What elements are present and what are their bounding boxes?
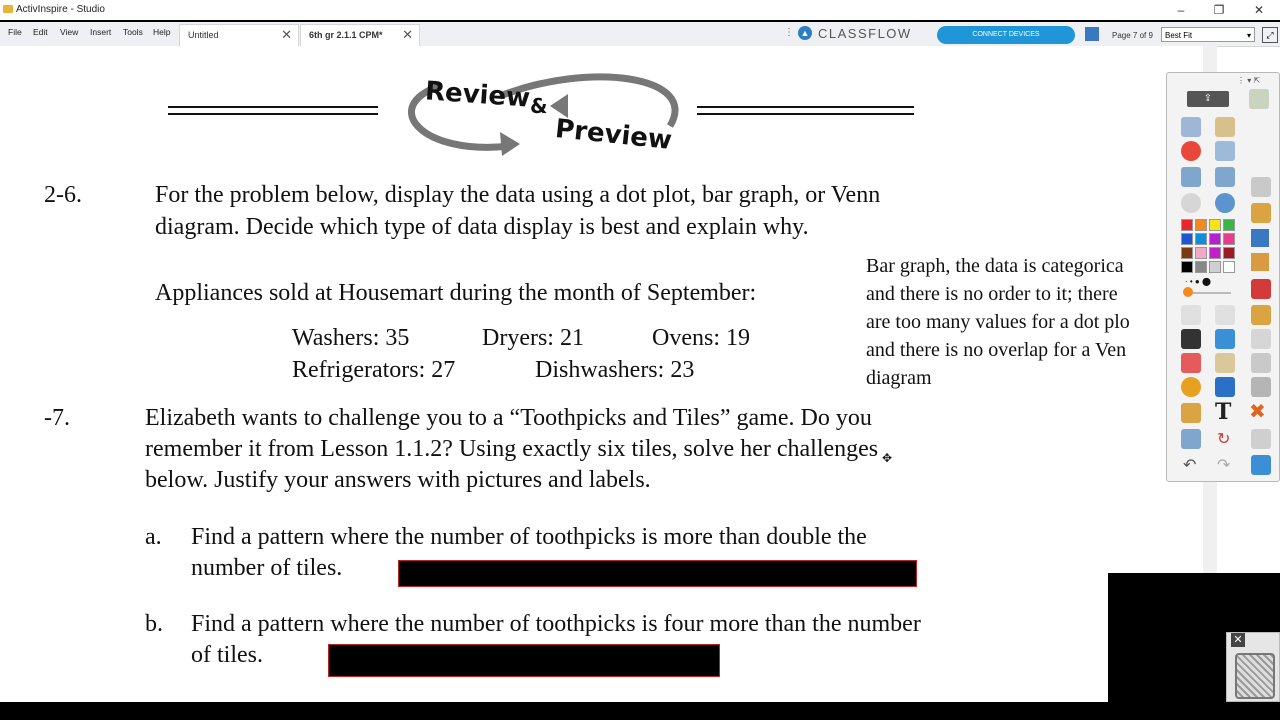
problem-text-line: below. Justify your answers with pictures and labels. <box>145 467 651 493</box>
answer-line: diagram <box>866 367 932 389</box>
clipboard-icon[interactable] <box>1251 455 1271 475</box>
answer-line: Bar graph, the data is categorica <box>866 255 1124 277</box>
camera-icon[interactable] <box>1215 141 1235 161</box>
color-swatch[interactable] <box>1223 247 1235 259</box>
color-swatch[interactable] <box>1195 219 1207 231</box>
tab-6th-gr[interactable] <box>300 24 420 47</box>
minimize-button[interactable]: – <box>1177 3 1185 17</box>
play-icon[interactable] <box>1181 193 1201 213</box>
slider-thumb[interactable] <box>1183 287 1193 297</box>
tab-untitled[interactable] <box>179 24 299 47</box>
menu-insert[interactable]: Insert <box>90 27 112 37</box>
shape-icon[interactable] <box>1181 377 1201 397</box>
close-window-button[interactable]: ✕ <box>1253 3 1265 17</box>
activinspire-app-icon <box>3 5 13 13</box>
redo-icon[interactable]: ↷ <box>1217 457 1231 474</box>
record-icon[interactable] <box>1181 141 1201 161</box>
answer-textbox[interactable] <box>866 252 1166 392</box>
part-text-line: Find a pattern where the number of toothpicks is more than double the <box>191 524 867 550</box>
text-tool-icon[interactable]: T <box>1215 399 1232 425</box>
flipchart-browser-icon[interactable] <box>1181 117 1201 137</box>
flipchart-page[interactable] <box>0 46 1203 681</box>
review-label: Review <box>424 76 532 114</box>
problem-number: -7. <box>44 405 70 431</box>
main-toolbox[interactable] <box>1166 72 1280 482</box>
answer-line: and there is no overlap for a Ven <box>866 339 1127 361</box>
reset-icon[interactable]: ↻ <box>1217 431 1231 448</box>
classflow-wordmark: CLASSFLOW <box>818 26 912 41</box>
menu-file[interactable]: File <box>8 27 22 37</box>
data-item: Dishwashers: 23 <box>535 357 695 383</box>
part-text-line: Find a pattern where the number of toothpicks is four more than the number <box>191 611 921 637</box>
notes-icon[interactable] <box>1251 305 1271 325</box>
part-text-line: number of tiles. <box>191 555 343 581</box>
annotate-icon[interactable] <box>1251 203 1271 223</box>
app-window <box>0 22 1280 702</box>
dual-user-icon[interactable] <box>1249 89 1269 109</box>
magnifier-icon[interactable] <box>1251 377 1271 397</box>
data-caption: Appliances sold at Housemart during the month of September: <box>155 280 757 306</box>
zoom-value: Best Fit <box>1165 31 1193 40</box>
header-rule-right <box>697 106 914 115</box>
menu-help[interactable]: Help <box>153 27 171 37</box>
timer-icon[interactable] <box>1181 429 1201 449</box>
connect-devices-button[interactable]: CONNECT DEVICES <box>937 26 1075 44</box>
color-swatch[interactable] <box>1181 247 1193 259</box>
answer-cover-box[interactable] <box>328 644 720 677</box>
window-title: ActivInspire - Studio <box>16 4 105 15</box>
annotate-desktop-icon[interactable] <box>1251 253 1269 271</box>
globe-icon[interactable] <box>1215 193 1235 213</box>
eraser-icon[interactable] <box>1181 353 1201 373</box>
data-item: Refrigerators: 27 <box>292 357 456 383</box>
tools-icon[interactable] <box>1215 305 1235 325</box>
tab-label: 6th gr 2.1.1 CPM* <box>309 30 383 40</box>
maximize-button[interactable]: ❐ <box>1213 3 1225 17</box>
highlighter-icon[interactable] <box>1215 329 1235 349</box>
color-swatch[interactable] <box>1209 233 1221 245</box>
fullscreen-icon[interactable]: ⤢ <box>1262 27 1278 43</box>
part-label: a. <box>145 524 162 550</box>
fill-icon[interactable] <box>1215 353 1235 373</box>
previous-page-icon[interactable] <box>1181 167 1201 187</box>
share-icon[interactable]: ⇪ <box>1187 91 1229 107</box>
color-swatch[interactable] <box>1223 233 1235 245</box>
part-text-line: of tiles. <box>191 642 263 668</box>
preview-label: Preview <box>553 113 674 157</box>
more-icon[interactable]: ⋮ <box>784 27 794 38</box>
classflow-logo-icon: ▲ <box>798 26 812 40</box>
ruler-icon[interactable] <box>1251 353 1271 373</box>
chevron-down-icon: ▾ <box>1246 31 1251 40</box>
clear-icon[interactable]: ✖ <box>1249 399 1266 423</box>
trash-icon <box>1235 653 1275 699</box>
tab-label: Untitled <box>188 30 219 40</box>
close-icon[interactable]: ✕ <box>1231 633 1245 647</box>
calculator-icon[interactable] <box>1251 429 1271 449</box>
close-tab-icon[interactable]: ✕ <box>402 27 413 42</box>
desktop-icon[interactable] <box>1251 229 1269 247</box>
answer-cover-box[interactable] <box>398 560 917 587</box>
color-swatch[interactable] <box>1195 247 1207 259</box>
title-bar <box>0 0 1280 20</box>
pages-icon[interactable] <box>1251 177 1271 197</box>
problem-text-line: Elizabeth wants to challenge you to a “Toothpicks and Tiles” game. Do you <box>145 405 872 431</box>
select-icon[interactable] <box>1181 305 1201 325</box>
pen-icon[interactable] <box>1181 329 1201 349</box>
menu-edit[interactable]: Edit <box>33 27 48 37</box>
color-swatch[interactable] <box>1181 233 1193 245</box>
pen-width-dots[interactable]: · • ● ⬤ <box>1185 277 1211 286</box>
menu-tools[interactable]: Tools <box>123 27 143 37</box>
trash-bin[interactable] <box>1226 632 1280 702</box>
ampersand-label: & <box>530 94 548 118</box>
menu-view[interactable]: View <box>60 27 79 37</box>
color-palette[interactable] <box>1181 219 1237 273</box>
color-swatch[interactable] <box>1181 261 1193 273</box>
header-rule-left <box>168 106 378 115</box>
move-cursor-icon: ✥ <box>882 451 893 465</box>
zoom-select[interactable] <box>1161 27 1255 42</box>
part-label: b. <box>145 611 163 637</box>
color-swatch[interactable] <box>1195 261 1207 273</box>
next-page-icon[interactable] <box>1215 167 1235 187</box>
color-swatch[interactable] <box>1181 219 1193 231</box>
connector-icon[interactable] <box>1215 377 1235 397</box>
problem-text-line: diagram. Decide which type of data display is best and explain why. <box>155 214 809 240</box>
color-swatch[interactable] <box>1209 247 1221 259</box>
answer-line: and there is no order to it; there <box>866 283 1118 305</box>
compass-icon[interactable] <box>1251 329 1271 349</box>
data-item: Washers: 35 <box>292 325 410 351</box>
data-item: Dryers: 21 <box>482 325 584 351</box>
color-swatch[interactable] <box>1195 233 1207 245</box>
color-swatch[interactable] <box>1209 219 1221 231</box>
left-arrowhead <box>500 132 520 156</box>
problem-text-line: remember it from Lesson 1.1.2? Using exactly six tiles, solve her challenges <box>145 436 879 462</box>
color-swatch[interactable] <box>1223 261 1235 273</box>
close-tab-icon[interactable]: ✕ <box>281 27 292 42</box>
dice-icon[interactable] <box>1251 279 1271 299</box>
answer-line: are too many values for a dot plo <box>866 311 1130 333</box>
color-swatch[interactable] <box>1209 261 1221 273</box>
user-profile-icon[interactable] <box>1215 117 1235 137</box>
page-indicator: Page 7 of 9 <box>1112 31 1153 40</box>
problem-text-line: For the problem below, display the data using a dot plot, bar graph, or Venn <box>155 182 881 208</box>
data-item: Ovens: 19 <box>652 325 750 351</box>
undo-icon[interactable]: ↶ <box>1183 457 1197 474</box>
problem-number: 2-6. <box>44 182 82 208</box>
toolbox-menu-icon[interactable]: ⋮ ▾ ⇱ <box>1237 76 1261 85</box>
network-icon[interactable] <box>1085 27 1099 41</box>
resource-library-icon[interactable] <box>1181 403 1201 423</box>
color-swatch[interactable] <box>1223 219 1235 231</box>
